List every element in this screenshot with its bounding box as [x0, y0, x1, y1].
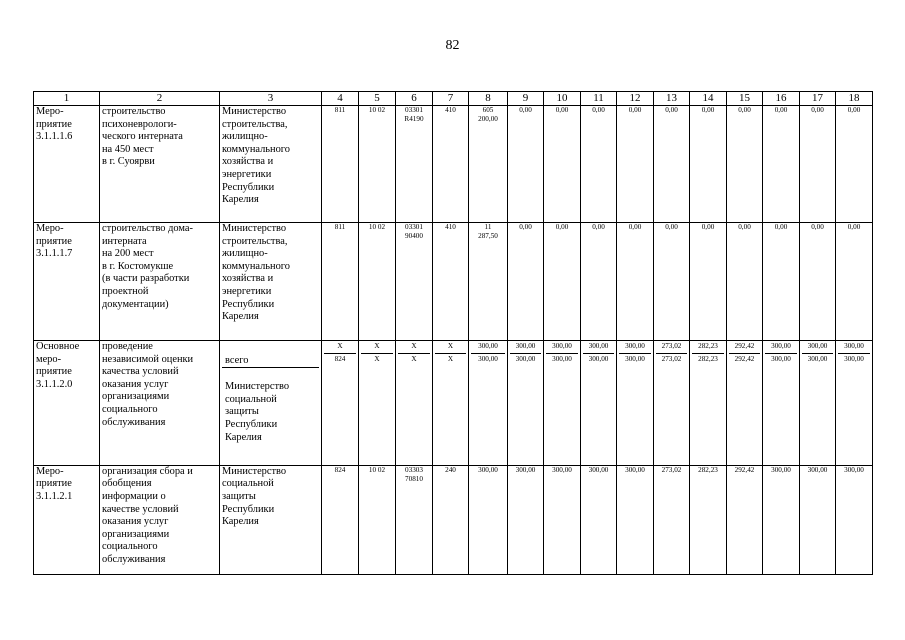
header-cell: 18: [836, 92, 873, 106]
value-cell: 824: [334, 355, 346, 363]
target-code: [396, 341, 433, 466]
value-cell: 292,42: [729, 341, 760, 354]
value-cell: 300,00: [800, 465, 836, 574]
value-cell: X: [447, 355, 454, 363]
value-cell: 282,23: [690, 465, 727, 574]
value-cell: 300,00: [802, 341, 833, 354]
value-cell: 300,00: [765, 341, 797, 354]
grbs-code: 811: [322, 223, 359, 341]
budget-table: [33, 91, 873, 575]
value-column: [800, 341, 836, 466]
value-cell: 300,00: [581, 465, 617, 574]
activity-name: проведение независимой оценки качества условий оказания услуг организациями социального обслуживания: [100, 341, 220, 466]
header-cell: 8: [469, 92, 508, 106]
value-cell: 300,00: [515, 355, 536, 363]
value-cell: 300,00: [552, 355, 572, 363]
value-cell: 300,00: [478, 355, 498, 363]
value-column: [690, 341, 727, 466]
value-cell: X: [324, 341, 356, 354]
header-cell: 9: [508, 92, 544, 106]
value-cell: 300,00: [619, 341, 651, 354]
table-row: [34, 465, 873, 574]
value-cell: 0,00: [544, 223, 581, 341]
value-cell: X: [435, 341, 466, 354]
value-column: [469, 341, 508, 466]
value-cell: 300,00: [617, 465, 654, 574]
value-cell: X: [411, 355, 417, 363]
executor-name: Министерство социальной защиты Республики Карелия: [225, 381, 290, 443]
value-cell: 605 200,00: [469, 106, 508, 223]
target-code: 03301 90400: [396, 223, 433, 341]
total-label: всего: [222, 354, 319, 368]
value-cell: 0,00: [690, 223, 727, 341]
executor: Министерство строительства, жилищно- коммунального хозяйства и энергетики Республики Карелия: [220, 223, 322, 341]
grbs-code: [322, 341, 359, 466]
value-cell: 300,00: [469, 465, 508, 574]
header-cell: 17: [800, 92, 836, 106]
table-row: [34, 223, 873, 341]
value-column: [836, 341, 873, 466]
value-cell: 0,00: [727, 223, 763, 341]
target-code: 03301 R4190: [396, 106, 433, 223]
target-code: 03303 70810: [396, 465, 433, 574]
header-cell: 1: [34, 92, 100, 106]
activity-name: строительство психоневрологи- ческого интерната на 450 мест в г. Суоярви: [100, 106, 220, 223]
value-cell: 300,00: [471, 341, 505, 354]
header-cell: 3: [220, 92, 322, 106]
value-column: [654, 341, 690, 466]
activity-name: строительство дома- интерната на 200 мест в г. Костомукше (в части разработки проектной документации): [100, 223, 220, 341]
value-column: [544, 341, 581, 466]
activity-code: Меро- приятие 3.1.1.1.7: [34, 223, 100, 341]
value-cell: 0,00: [763, 106, 800, 223]
value-cell: 300,00: [771, 355, 791, 363]
header-cell: 15: [727, 92, 763, 106]
value-cell: 0,00: [581, 223, 617, 341]
value-cell: 0,00: [508, 223, 544, 341]
expense-type: 410: [433, 106, 469, 223]
executor: [220, 341, 322, 466]
value-cell: 300,00: [836, 465, 873, 574]
header-cell: 13: [654, 92, 690, 106]
section-code: 10 02: [359, 106, 396, 223]
value-cell: 300,00: [546, 341, 578, 354]
value-cell: 0,00: [690, 106, 727, 223]
value-column: [727, 341, 763, 466]
header-cell: 7: [433, 92, 469, 106]
value-cell: 300,00: [508, 465, 544, 574]
value-cell: 300,00: [510, 341, 541, 354]
value-cell: 300,00: [588, 355, 609, 363]
value-cell: 0,00: [727, 106, 763, 223]
value-cell: 0,00: [800, 223, 836, 341]
expense-type: 240: [433, 465, 469, 574]
activity-code: Меро- приятие 3.1.1.1.6: [34, 106, 100, 223]
value-cell: 0,00: [836, 106, 873, 223]
section-code: [359, 341, 396, 466]
header-cell: 2: [100, 92, 220, 106]
header-cell: 16: [763, 92, 800, 106]
header-cell: 14: [690, 92, 727, 106]
expense-type: 410: [433, 223, 469, 341]
value-cell: 0,00: [836, 223, 873, 341]
grbs-code: 824: [322, 465, 359, 574]
value-cell: 273,02: [661, 355, 682, 363]
value-column: [763, 341, 800, 466]
value-column: [581, 341, 617, 466]
value-cell: 11 287,50: [469, 223, 508, 341]
value-cell: 0,00: [654, 223, 690, 341]
value-cell: 0,00: [544, 106, 581, 223]
executor: Министерство социальной защиты Республики Карелия: [220, 465, 322, 574]
value-cell: 300,00: [583, 341, 614, 354]
page-number: 82: [445, 38, 460, 53]
value-cell: 292,42: [727, 465, 763, 574]
activity-code: Меро- приятие 3.1.1.2.1: [34, 465, 100, 574]
header-cell: 12: [617, 92, 654, 106]
header-cell: 4: [322, 92, 359, 106]
table-row: [34, 106, 873, 223]
value-cell: X: [374, 355, 380, 363]
value-cell: X: [398, 341, 430, 354]
section-code: 10 02: [359, 465, 396, 574]
value-cell: X: [361, 341, 393, 354]
activity-name: организация сбора и обобщения информации о качестве условий оказания услуг организациями социального обслуживания: [100, 465, 220, 574]
value-cell: 0,00: [800, 106, 836, 223]
value-cell: 300,00: [544, 465, 581, 574]
header-row: [34, 92, 873, 106]
value-cell: 300,00: [838, 341, 870, 354]
executor: Министерство строительства, жилищно- коммунального хозяйства и энергетики Республики Карелия: [220, 106, 322, 223]
value-cell: 0,00: [508, 106, 544, 223]
header-cell: 11: [581, 92, 617, 106]
value-cell: 0,00: [617, 106, 654, 223]
value-cell: 300,00: [625, 355, 645, 363]
value-cell: 292,42: [734, 355, 755, 363]
grbs-code: 811: [322, 106, 359, 223]
header-cell: 10: [544, 92, 581, 106]
value-column: [508, 341, 544, 466]
value-column: [617, 341, 654, 466]
section-code: 10 02: [359, 223, 396, 341]
value-cell: 273,02: [654, 465, 690, 574]
value-cell: 0,00: [617, 223, 654, 341]
value-cell: 0,00: [763, 223, 800, 341]
value-cell: 300,00: [807, 355, 828, 363]
header-cell: 6: [396, 92, 433, 106]
table-row: [34, 341, 873, 466]
value-cell: 273,02: [656, 341, 687, 354]
value-cell: 282,23: [692, 341, 724, 354]
value-cell: 0,00: [654, 106, 690, 223]
header-cell: 5: [359, 92, 396, 106]
value-cell: 0,00: [581, 106, 617, 223]
value-cell: 282,23: [698, 355, 718, 363]
value-cell: 300,00: [844, 355, 864, 363]
value-cell: 300,00: [763, 465, 800, 574]
expense-type: [433, 341, 469, 466]
activity-code: Основное меро- приятие 3.1.1.2.0: [34, 341, 100, 466]
